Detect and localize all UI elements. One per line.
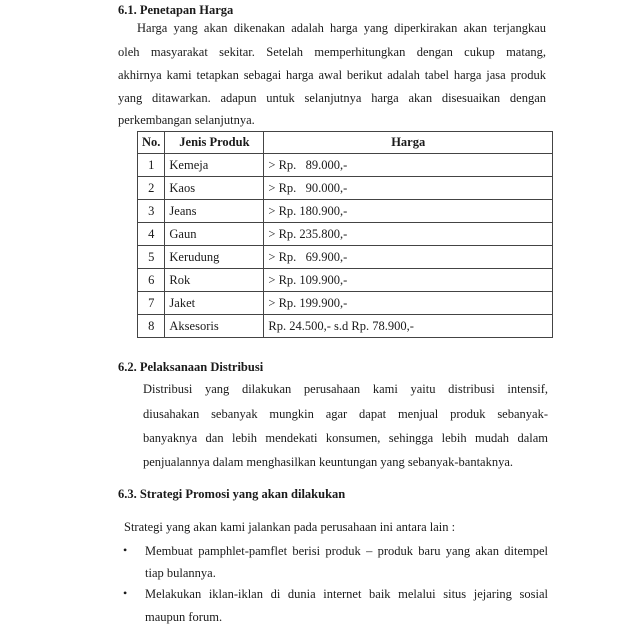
table-row [138,292,553,315]
list-item-text: Membuat pamphlet-pamflet berisi produk – produk baru yang akan ditempel [145,544,548,558]
list-item-text-continued: maupun forum. [145,610,223,624]
cell-price: > Rp. 90.000,- [264,177,553,200]
cell-no: 4 [138,223,165,246]
paragraph-line: oleh masyarakat sekitar. Setelah memperhitungkan dengan cukup matang, [118,45,546,59]
cell-price: Rp. 24.500,- s.d Rp. 78.900,- [264,315,553,338]
paragraph-penetapan-harga [118,20,546,130]
cell-no: 6 [138,269,165,292]
paragraph-line: akhirnya kami tetapkan sebagai harga awal berikut adalah tabel harga jasa produk [118,68,546,82]
cell-product: Jeans [165,200,264,223]
strategy-intro: Strategi yang akan kami jalankan pada perusahaan ini antara lain : [124,520,456,534]
paragraph-distribusi [143,381,548,471]
cell-product: Jaket [165,292,264,315]
bullet-icon: • [123,543,128,557]
paragraph-line: perkembangan selanjutnya. [118,113,255,127]
cell-product: Kemeja [165,154,264,177]
list-item-text-continued: tiap bulannya. [145,566,216,580]
header-jenis-produk: Jenis Produk [165,132,264,154]
paragraph-line: Harga yang akan dikenakan adalah harga yang diperkirakan akan terjangkau [137,21,546,35]
cell-price: > Rp. 235.800,- [264,223,553,246]
table-row [138,246,553,269]
paragraph-line: Distribusi yang dilakukan perusahaan kami yaitu distribusi intensif, [143,382,548,396]
header-no: No. [138,132,165,154]
price-table [137,131,553,338]
list-item-text: Melakukan iklan-iklan di dunia internet baik melalui situs jejaring sosial [145,587,548,601]
cell-no: 2 [138,177,165,200]
cell-no: 1 [138,154,165,177]
cell-no: 8 [138,315,165,338]
section-heading-6-1: 6.1. Penetapan Harga [118,3,234,17]
bullet-icon: • [123,586,128,600]
table-header-row [138,132,553,154]
cell-no: 5 [138,246,165,269]
cell-price: > Rp. 109.900,- [264,269,553,292]
paragraph-line: penjualannya dalam menghasilkan keuntungan yang sebanyak-bantaknya. [143,455,514,469]
section-heading-6-2: 6.2. Pelaksanaan Distribusi [118,360,264,374]
cell-product: Aksesoris [165,315,264,338]
cell-product: Gaun [165,223,264,246]
paragraph-line: diusahakan sebanyak mungkin agar dapat menjual produk sebanyak- [143,407,548,421]
cell-product: Kaos [165,177,264,200]
cell-no: 7 [138,292,165,315]
cell-product: Rok [165,269,264,292]
section-heading-6-3: 6.3. Strategi Promosi yang akan dilakukan [118,487,346,501]
paragraph-line: banyaknya dan lebih mendekati konsumen, sehingga lebih mudah dalam [143,431,548,445]
cell-price: > Rp. 69.900,- [264,246,553,269]
cell-no: 3 [138,200,165,223]
cell-price: > Rp. 199.900,- [264,292,553,315]
cell-price: > Rp. 89.000,- [264,154,553,177]
header-harga: Harga [264,132,553,154]
paragraph-line: yang ditawarkan. adapun untuk selanjutnya harga akan disesuaikan dengan [118,91,546,105]
table-row [138,223,553,246]
table-row [138,200,553,223]
table-row [138,269,553,292]
cell-price: > Rp. 180.900,- [264,200,553,223]
table-row [138,315,553,338]
cell-product: Kerudung [165,246,264,269]
table-row [138,177,553,200]
table-row [138,154,553,177]
